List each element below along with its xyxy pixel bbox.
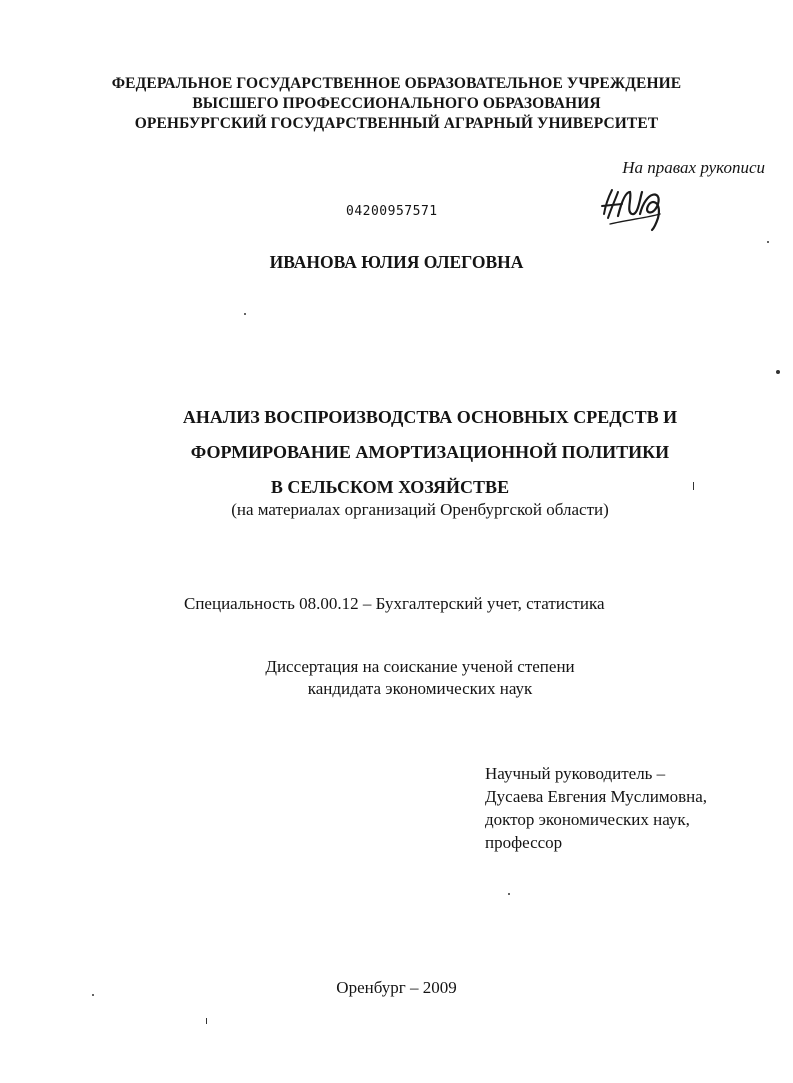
title-subtitle: (на материалах организаций Оренбургской области) bbox=[231, 500, 609, 519]
advisor-line-1: Научный руководитель – bbox=[485, 764, 666, 783]
city-year: Оренбург – 2009 bbox=[336, 978, 457, 997]
specialty: Специальность 08.00.12 – Бухгалтерский учет, статистика bbox=[184, 594, 605, 613]
scientific-advisor bbox=[485, 762, 775, 854]
institution-line-2: ВЫСШЕГО ПРОФЕССИОНАЛЬНОГО ОБРАЗОВАНИЯ bbox=[192, 95, 601, 112]
scan-speck bbox=[206, 1018, 207, 1024]
advisor-line-4: профессор bbox=[485, 833, 563, 852]
institution-line-1: ФЕДЕРАЛЬНОЕ ГОСУДАРСТВЕННОЕ ОБРАЗОВАТЕЛЬНОЕ УЧРЕЖДЕНИЕ bbox=[111, 75, 682, 92]
dissertation-title bbox=[150, 400, 710, 505]
scan-speck bbox=[693, 482, 694, 490]
degree-statement bbox=[150, 656, 690, 700]
scan-speck bbox=[508, 893, 510, 895]
title-line-1: АНАЛИЗ ВОСПРОИЗВОДСТВА ОСНОВНЫХ СРЕДСТВ И bbox=[182, 407, 678, 427]
advisor-line-2: Дусаева Евгения Муслимовна, bbox=[485, 787, 708, 806]
scan-speck bbox=[92, 994, 94, 996]
scan-speck bbox=[767, 241, 769, 243]
author-name: ИВАНОВА ЮЛИЯ ОЛЕГОВНА bbox=[269, 252, 524, 272]
institution-header bbox=[0, 74, 793, 134]
manuscript-note: На правах рукописи bbox=[622, 158, 765, 177]
signature-image bbox=[596, 184, 670, 234]
document-code: 04200957571 bbox=[346, 204, 438, 219]
degree-line-1: Диссертация на соискание ученой степени bbox=[265, 657, 575, 676]
advisor-line-3: доктор экономических наук, bbox=[485, 810, 690, 829]
scan-speck bbox=[244, 313, 246, 315]
institution-line-3: ОРЕНБУРГСКИЙ ГОСУДАРСТВЕННЫЙ АГРАРНЫЙ УНИВЕРСИТЕТ bbox=[134, 115, 659, 132]
title-line-2: ФОРМИРОВАНИЕ АМОРТИЗАЦИОННОЙ ПОЛИТИКИ bbox=[190, 442, 670, 462]
title-line-3: В СЕЛЬСКОМ ХОЗЯЙСТВЕ bbox=[270, 477, 510, 497]
degree-line-2: кандидата экономических наук bbox=[307, 679, 533, 698]
scan-speck bbox=[776, 370, 780, 374]
